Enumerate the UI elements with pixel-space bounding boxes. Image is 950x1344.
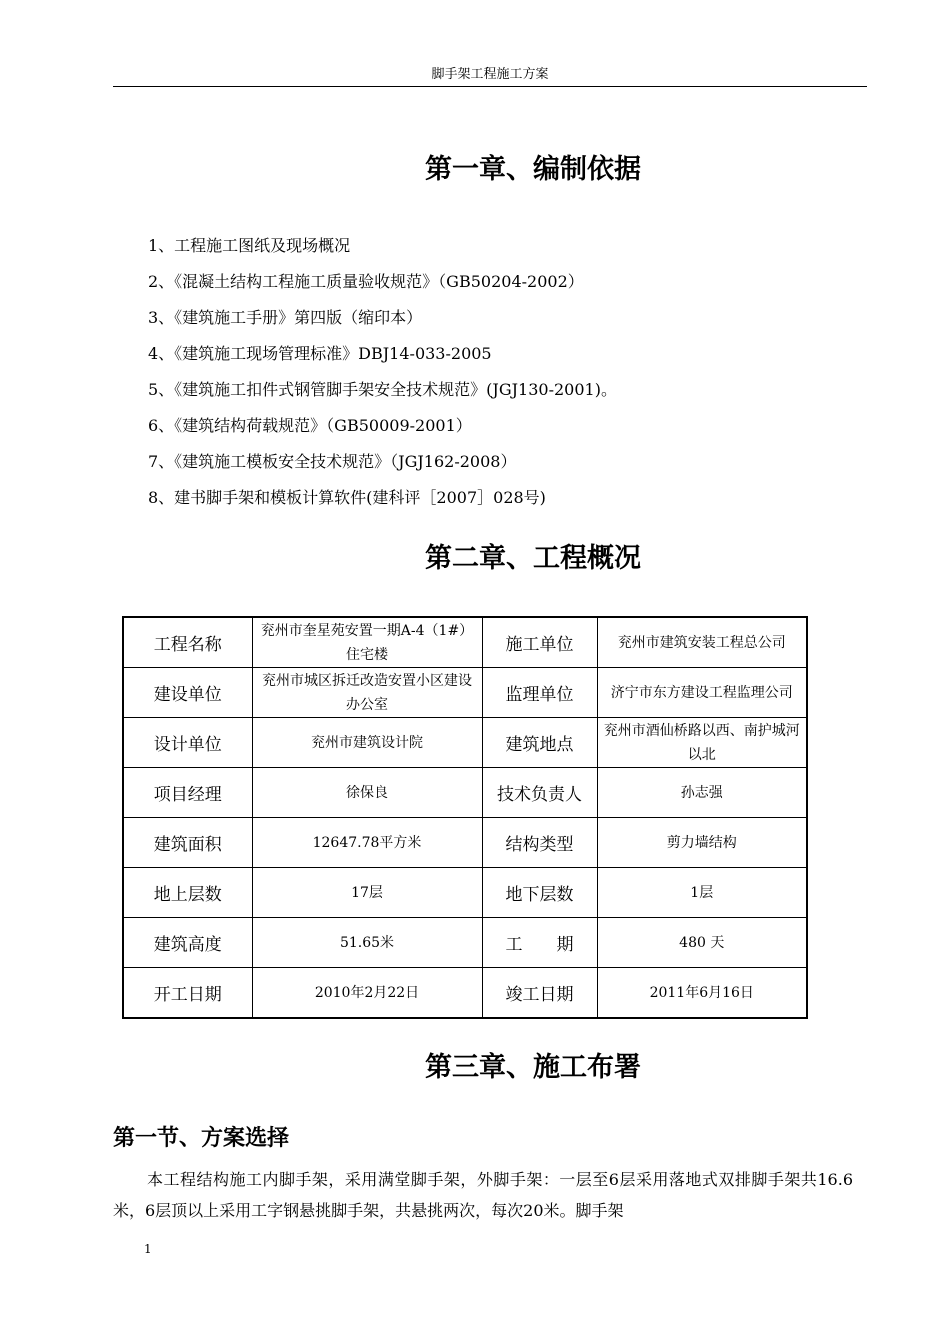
- table-value-cell: 2011年6月16日: [597, 968, 807, 1019]
- table-value-cell: 2010年2月22日: [252, 968, 482, 1019]
- table-row: [123, 668, 807, 718]
- table-label-cell: 监理单位: [482, 668, 597, 718]
- table-value-cell: 兖州市奎星苑安置一期A-4（1#） 住宅楼: [252, 617, 482, 668]
- page-header: 脚手架工程施工方案: [431, 67, 549, 82]
- table-value-cell: 51.65米: [252, 918, 482, 968]
- basis-list: [148, 228, 617, 516]
- table-row: [123, 868, 807, 918]
- section-1-title: 第一节、方案选择: [113, 1126, 290, 1151]
- table-label-cell: 项目经理: [123, 768, 252, 818]
- table-label-cell: 地下层数: [482, 868, 597, 918]
- table-label-cell: 竣工日期: [482, 968, 597, 1019]
- table-label-cell: 结构类型: [482, 818, 597, 868]
- chapter-3-title: 第三章、施工布署: [425, 1052, 641, 1083]
- table-row: [123, 718, 807, 768]
- table-label-cell: 建筑地点: [482, 718, 597, 768]
- table-label-cell: 建筑面积: [123, 818, 252, 868]
- table-label-cell: 工 期: [482, 918, 597, 968]
- table-label-cell: 建设单位: [123, 668, 252, 718]
- basis-item: 2、《混凝土结构工程施工质量验收规范》（GB50204-2002）: [148, 272, 584, 291]
- table-row: [123, 818, 807, 868]
- table-value-cell: 孙志强: [597, 768, 807, 818]
- table-value-cell: 12647.78平方米: [252, 818, 482, 868]
- basis-item: 7、《建筑施工模板安全技术规范》（JGJ162-2008）: [148, 452, 517, 471]
- basis-item: 3、《建筑施工手册》第四版（缩印本）: [148, 308, 423, 327]
- table-label-cell: 技术负责人: [482, 768, 597, 818]
- table-row: [123, 617, 807, 668]
- chapter-1-title: 第一章、编制依据: [425, 154, 641, 185]
- table-value-cell: 1层: [597, 868, 807, 918]
- basis-item: 8、建书脚手架和模板计算软件(建科评［2007］028号): [148, 488, 546, 507]
- table-value-cell: 徐保良: [252, 768, 482, 818]
- table-value-cell: 兖州市建筑安装工程总公司: [597, 617, 807, 668]
- table-row: [123, 918, 807, 968]
- basis-item: 6、《建筑结构荷载规范》（GB50009-2001）: [148, 416, 472, 435]
- section-paragraph: 本工程结构施工内脚手架，采用满堂脚手架，外脚手架：一层至6层采用落地式双排脚手架共16.6米，6层顶以上采用工字钢悬挑脚手架，共悬挑两次，每次20米。脚手架: [113, 1170, 853, 1220]
- table-value-cell: 济宁市东方建设工程监理公司: [597, 668, 807, 718]
- table-value-cell: 兖州市建筑设计院: [252, 718, 482, 768]
- table-value-cell: 剪力墙结构: [597, 818, 807, 868]
- table-label-cell: 开工日期: [123, 968, 252, 1019]
- table-label-cell: 施工单位: [482, 617, 597, 668]
- page-number: 1: [144, 1242, 152, 1256]
- header-rule: [113, 86, 867, 87]
- table-label-cell: 设计单位: [123, 718, 252, 768]
- table-value-cell: 17层: [252, 868, 482, 918]
- project-info-table: [122, 616, 808, 1019]
- table-row: [123, 768, 807, 818]
- basis-item: 5、《建筑施工扣件式钢管脚手架安全技术规范》(JGJ130-2001)。: [148, 380, 617, 399]
- table-value-cell: 兖州市城区拆迁改造安置小区建设办公室: [252, 668, 482, 718]
- table-label-cell: 工程名称: [123, 617, 252, 668]
- table-label-cell: 地上层数: [123, 868, 252, 918]
- table-value-cell: 480 天: [597, 918, 807, 968]
- table-row: [123, 968, 807, 1019]
- basis-item: 4、《建筑施工现场管理标准》DBJ14-033-2005: [148, 344, 492, 363]
- table-label-cell: 建筑高度: [123, 918, 252, 968]
- table-value-cell: 兖州市酒仙桥路以西、南护城河以北: [597, 718, 807, 768]
- basis-item: 1、工程施工图纸及现场概况: [148, 236, 351, 255]
- chapter-2-title: 第二章、工程概况: [425, 543, 641, 574]
